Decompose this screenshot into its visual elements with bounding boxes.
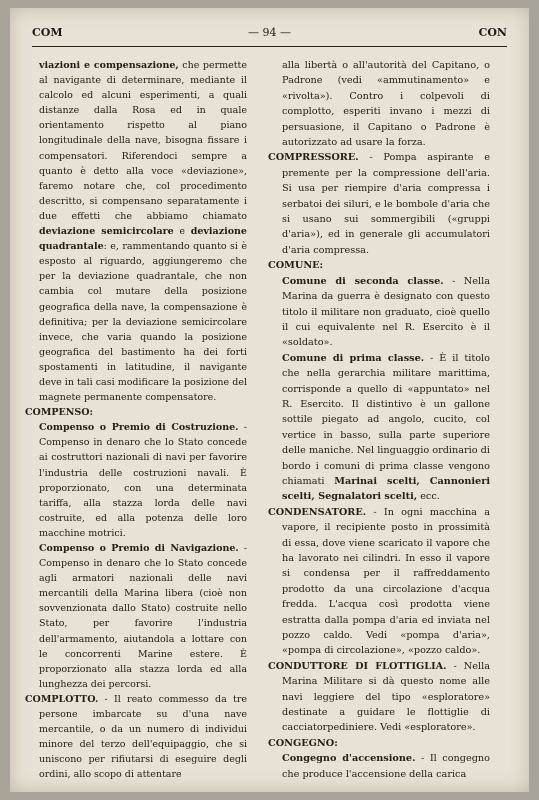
subentry-text: ecc. (417, 491, 440, 503)
subentry-text: - Nella Marina da guerra è designato con questo titolo il militare non graduato, cioè quello il cui equivalente nel R. Esercito è il «soldato». (282, 275, 490, 349)
entry-continuation (268, 58, 490, 150)
entry-text: e (173, 226, 191, 238)
entry (268, 505, 490, 659)
left-column (25, 58, 247, 783)
entry-text: - In ogni macchina a vapore, il recipiente posto in prossimità di essa, dove viene scaricato il vapore che ha lavorato nei cilindri. In esso il vapore si condensa per il raffreddamento prodotto da una circolazione d'acqua fredda. L'acqua così prodotta viene estratta dalla pompa d'aria ed inviata nel pozzo caldo. Vedi «pompa d'aria», «pompa di circolazione», «pozzo caldo». (282, 506, 490, 657)
heading-condensatore: CONDENSATORE. (268, 506, 367, 518)
entry (25, 692, 247, 783)
entry (268, 659, 490, 736)
subentry-text: - Compenso in denaro che lo Stato concede ai costruttori nazionali di navi per favorire l'industria delle costruzioni navali. È proporzionato, con una determinata tariffa, alla stazza lorda delle navi costruite, ed alla potenza delle loro macchine motrici. (39, 422, 247, 539)
subentry (25, 420, 247, 541)
subentry-text: - È il titolo che nella gerarchia militare marittima, corrisponde a quello di «appuntato» nel R. Esercito. Il distintivo è un gallone sottile piegato ad angolo, cucito, col vertice in basso, sulla parte superiore delle maniche. Nel linguaggio ordinario di bordo i comuni di prima classe vengono chiamati (282, 352, 490, 487)
entry-heading (268, 736, 490, 751)
entry-text: alla libertà o all'autorità del Capitano, o Padrone (vedi «ammutinamento» e «rivolta»). Contro i colpevoli di complotto, esperiti invano i mezzi di persuasione, il Capitano o Padrone è autorizzato ad usare la forza. (282, 60, 490, 149)
entry-term: viazioni e compensazione, (39, 60, 179, 71)
header-rule (32, 46, 507, 47)
bold-term: deviazione semicircolare (39, 226, 174, 238)
subentry-title: Comune di seconda classe. (282, 275, 444, 287)
header-right-keyword: CON (478, 26, 507, 39)
heading-compenso: COMPENSO: (25, 407, 94, 419)
heading-comune: COMUNE: (268, 260, 324, 272)
entry-text: - Pompa aspirante e premente per la compressione dell'aria. Si usa per riempire d'aria compressa i serbatoi dei siluri, e le bombole d'aria che si usano sui sommergibili («gruppi d'aria»), ed in generale gli accumulatori d'aria compressa. (282, 152, 490, 256)
heading-conduttore: CONDUTTORE DI FLOTTIGLIA. (268, 660, 447, 672)
page-header (32, 26, 507, 44)
bold-term: deviazione quadrantale (39, 226, 247, 253)
subentry (268, 751, 490, 782)
subentry-title: Comune di prima classe. (282, 352, 425, 364)
entry-continuation (25, 58, 247, 405)
heading-congegno: CONGEGNO: (268, 737, 338, 749)
subentry (268, 351, 490, 505)
subentry (268, 274, 490, 351)
subentry-title: Compenso o Premio di Costruzione. (39, 422, 239, 434)
entry-text: - Nella Marina Militare si dà questo nome alle navi leggiere del tipo «esploratore» destinate a guidare le flottiglie di cacciatorpediniere. Vedi «esploratore». (282, 660, 490, 734)
heading-complotto: COMPLOTTO. (25, 693, 99, 705)
header-left-keyword: COM (32, 26, 63, 39)
heading-compressore: COMPRESSORE. (268, 152, 359, 164)
subentry-text: - Il congegno che produce l'accensione della carica (282, 753, 490, 780)
subentry-text: - Compenso in denaro che lo Stato concede agli armatori nazionali delle navi mercantili della Marina libera (cioè non sovvenzionata dallo Stato) costruite nello Stato, per favorire l'industria dell'armamento, aiutandola a lottare con le concorrenti Marine estere. È proporzionato alla stazza lorda ed alla lunghezza dei percorsi. (39, 543, 247, 690)
right-column (268, 58, 490, 782)
page-number: — 94 — (248, 26, 291, 39)
subentry-title: Congegno d'accensione. (282, 753, 416, 765)
entry (268, 150, 490, 258)
entry-text: : e, rammentando quanto si è esposto al riguardo, aggiungeremo che per la deviazione quadrantale, che non cambia col mutare della posizione geografica della nave, la compensazione è definitiva; per la deviazione semicircolare invece, che varia quando la posizione geografica del bastimento ha dei forti spostamenti in latitudine, il navigante deve in tali casi modificare la posizione del magnete permanente compensatore. (39, 241, 247, 404)
entry-heading (268, 258, 490, 273)
subentry-title: Compenso o Premio di Navigazione. (39, 543, 239, 554)
entry-text: che permette al navigante di determinare, mediante il calcolo ed alcuni esperimenti, a quali distanze dalla Rosa ed in quale orientamento rispetto al piano longitudinale della nave, bisogna fissare i compensatori. Riferendoci sempre a quanto è detto alla voce «deviazione», faremo notare che, col procedimento descritto, si compensano separatamente i due effetti che abbiamo chiamato (39, 60, 247, 222)
bold-term: Marinai scelti, Cannonieri scelti, Segnalatori scelti, (282, 475, 490, 503)
subentry (25, 541, 247, 692)
entry-heading (25, 405, 247, 420)
entry-text: - Il reato commesso da tre persone imbarcate su d'una nave mercantile, o da un numero di individui minore del terzo dell'equipaggio, che si uniscono per rifiutarsi di eseguire degli ordini, allo scopo di attentare (39, 693, 247, 781)
